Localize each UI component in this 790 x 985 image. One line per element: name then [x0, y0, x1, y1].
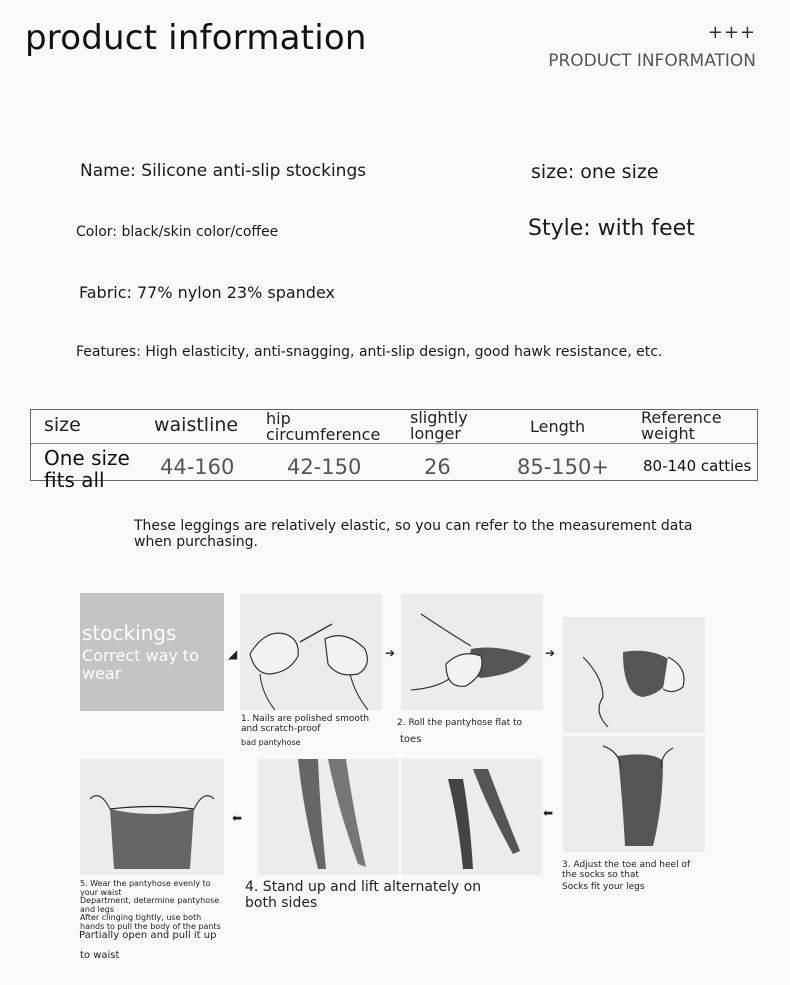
info-features: Features: High elasticity, anti-snagging, anti-slip design, good hawk resistance, etc.: [76, 344, 663, 360]
page-subtitle: PRODUCT INFORMATION: [548, 51, 756, 71]
info-color: Color: black/skin color/coffee: [76, 224, 279, 240]
rolled-stocking-icon: [401, 594, 543, 710]
table-divider: [31, 443, 757, 444]
table-header-weight: Reference weight: [641, 408, 722, 443]
arrow-left-icon: ⬅: [232, 811, 243, 825]
table-cell-waistline: 44-160: [160, 455, 235, 479]
table-cell-weight: 80-140 catties: [643, 457, 752, 475]
arrow-left-icon: ⬅: [543, 806, 554, 820]
info-style: Style: with feet: [528, 216, 695, 241]
step3-illustration-top: [563, 617, 705, 733]
step5-caption-d: Partially open and pull it up: [79, 930, 217, 941]
sizing-note: These leggings are relatively elastic, so you can refer to the measurement data when purchasing.: [134, 518, 693, 550]
step5-caption: 5. Wear the pantyhose evenly to your waist: [80, 879, 211, 897]
info-name: Name: Silicone anti-slip stockings: [80, 161, 367, 181]
step2-illustration: [401, 594, 543, 710]
table-cell-slightly-longer: 26: [424, 455, 451, 479]
guide-subtitle: Correct way to wear: [82, 646, 199, 683]
step2-caption-b: toes: [400, 734, 422, 745]
table-header-hip: hip circumference: [266, 409, 381, 444]
table-header-length: Length: [530, 417, 586, 436]
stocking-toe-icon: [563, 617, 705, 733]
table-cell-length: 85-150+: [517, 455, 609, 479]
info-fabric: Fabric: 77% nylon 23% spandex: [79, 283, 335, 302]
step3-illustration-bottom: [563, 736, 705, 852]
arrow-right-icon: ◢: [228, 647, 238, 661]
arrow-right-icon: ➔: [545, 646, 556, 660]
step1-illustration: [240, 594, 382, 710]
step5-caption-b: Department, determine pantyhose and legs: [80, 896, 220, 914]
table-header-waistline: waistline: [154, 414, 239, 436]
guide-title-block: [80, 593, 224, 711]
standing-legs-icon: [258, 759, 542, 875]
step1-caption-b: bad pantyhose: [241, 738, 301, 747]
page-title: product information: [25, 18, 367, 58]
step1-caption: 1. Nails are polished smooth and scratch-proof: [241, 714, 370, 734]
plus-decoration: +++: [707, 22, 756, 43]
step3-caption: 3. Adjust the toe and heel of the socks so that: [562, 860, 691, 880]
table-cell-size: One size fits all: [44, 446, 130, 492]
arrow-right-icon: ➔: [385, 646, 396, 660]
table-header-size: size: [44, 414, 81, 436]
guide-title: stockings: [82, 621, 177, 645]
info-size: size: one size: [531, 161, 659, 183]
step5-caption-c: After clinging tightly, use both hands to pull the body of the pants: [80, 913, 221, 931]
table-header-slightly-longer: slightly longer: [410, 408, 468, 443]
step4-illustration: [258, 759, 542, 875]
step3-caption-b: Socks fit your legs: [562, 882, 645, 892]
hands-nail-file-icon: [240, 594, 382, 710]
step4-caption: 4. Stand up and lift alternately on both sides: [245, 879, 482, 911]
step5-illustration: [80, 759, 224, 875]
step2-caption: 2. Roll the pantyhose flat to: [397, 718, 522, 728]
step5-caption-e: to waist: [80, 950, 120, 961]
table-cell-hip: 42-150: [287, 455, 362, 479]
stocking-leg-icon: [563, 736, 705, 852]
waist-pantyhose-icon: [80, 759, 224, 875]
